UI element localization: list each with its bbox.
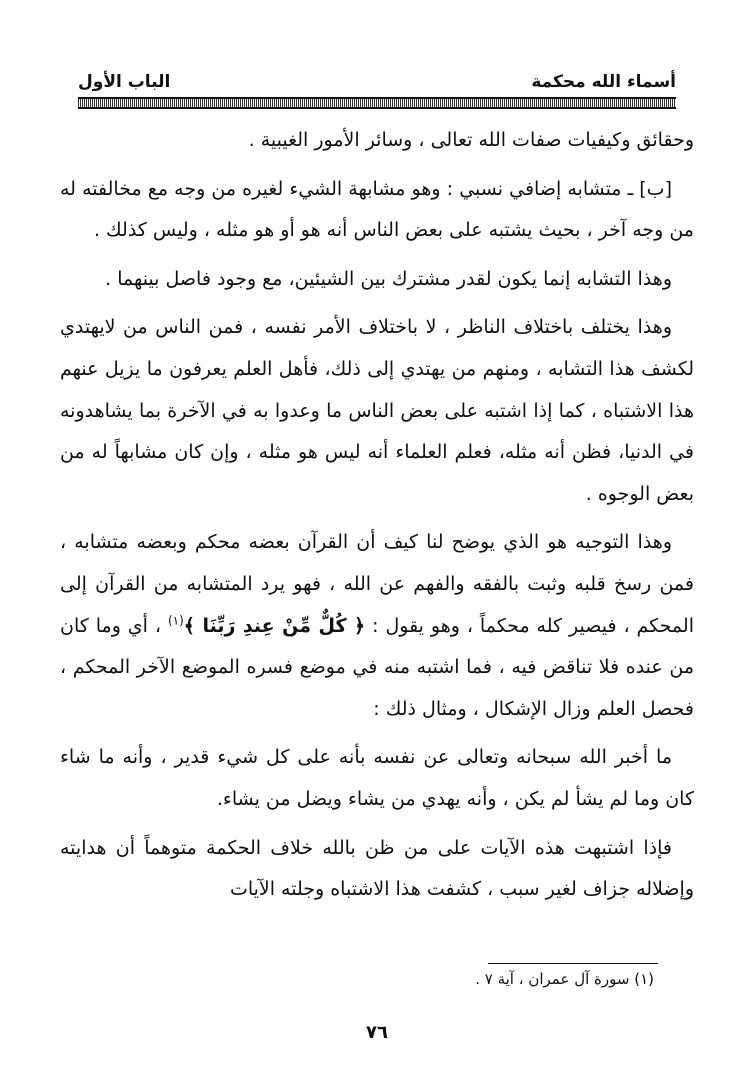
header-rule [78,97,676,109]
paragraph-5 [60,522,694,730]
paragraph-7: فإذا اشتبهت هذه الآيات على من ظن بالله خلاف الحكمة متوهماً أن هدايته وإضلاله جزاف لغير سبب ، كشفت هذا الاشتباه وجلته الآيات [60,836,694,901]
main-text [60,120,694,918]
paragraph-6: ما أخبر الله سبحانه وتعالى عن نفسه بأنه على كل شيء قدير ، وأنه ما شاء كان وما لم يشأ لم يكن ، وأنه يهدي من يشاء ويضل من يشاء. [60,746,694,810]
footnote-rule [488,963,658,964]
paragraph-3: وهذا التشابه إنما يكون لقدر مشترك بين الشيئين، مع وجود فاصل بينهما . [105,267,672,290]
footnote-reference: (١) [167,613,184,628]
header-book-title: أسماء الله محكمة [531,72,676,92]
paragraph-1: وحقائق وكيفيات صفات الله تعالى ، وسائر الأمور الغيبية . [248,129,694,151]
quran-verse: ﴿ كُلٌّ مِّنْ عِندِ رَبِّنَا ﴾ [183,614,366,637]
footnote: (١) سورة آل عمران ، آية ٧ . [475,970,654,988]
page-number: ٧٦ [366,1022,388,1043]
paragraph-4: وهذا يختلف باختلاف الناظر ، لا باختلاف الأمر نفسه ، فمن الناس من لايهتدي لكشف هذا التشابه ، ومنهم من يهتدي إلى ذلك، فأهل العلم يعرفون ما يزيل عنهم هذا الاشتباه ، كما إذا اشتبه على بعض الناس ما وعدوا به في الآخرة بما يشاهدونه في الدنيا، فظن أنه مثله، فعلم العلماء أنه ليس هو مثله ، وإن كان مشابهاً له من بعض الوجوه . [60,316,694,505]
header-chapter-title: الباب الأول [78,72,171,92]
paragraph-5-before: وهذا التوجيه هو الذي يوضح لنا كيف أن القرآن بعضه محكم وبعضه متشابه ، فمن رسخ قلبه وثبت بالفقه والفهم عن الله ، فهو يرد المتشابه من القرآن إلى المحكم ، فيصير كله محكماً ، وهو يقول : [60,531,694,637]
paragraph-2: [ب] ـ متشابه إضافي نسبي : وهو مشابهة الشيء لغيره من وجه مع مخالفته له من وجه آخر ، بحيث يشتبه على بعض الناس أنه هو أو هو مثله ، وليس كذلك . [60,177,694,242]
paragraph-5-after: ، أي وما كان من عنده فلا تناقض فيه ، فما اشتبه منه في موضع فسره الموضع الآخر المحكم ، فحصل العلم وزال الإشكال ، ومثال ذلك : [60,614,694,720]
running-header [78,72,676,96]
